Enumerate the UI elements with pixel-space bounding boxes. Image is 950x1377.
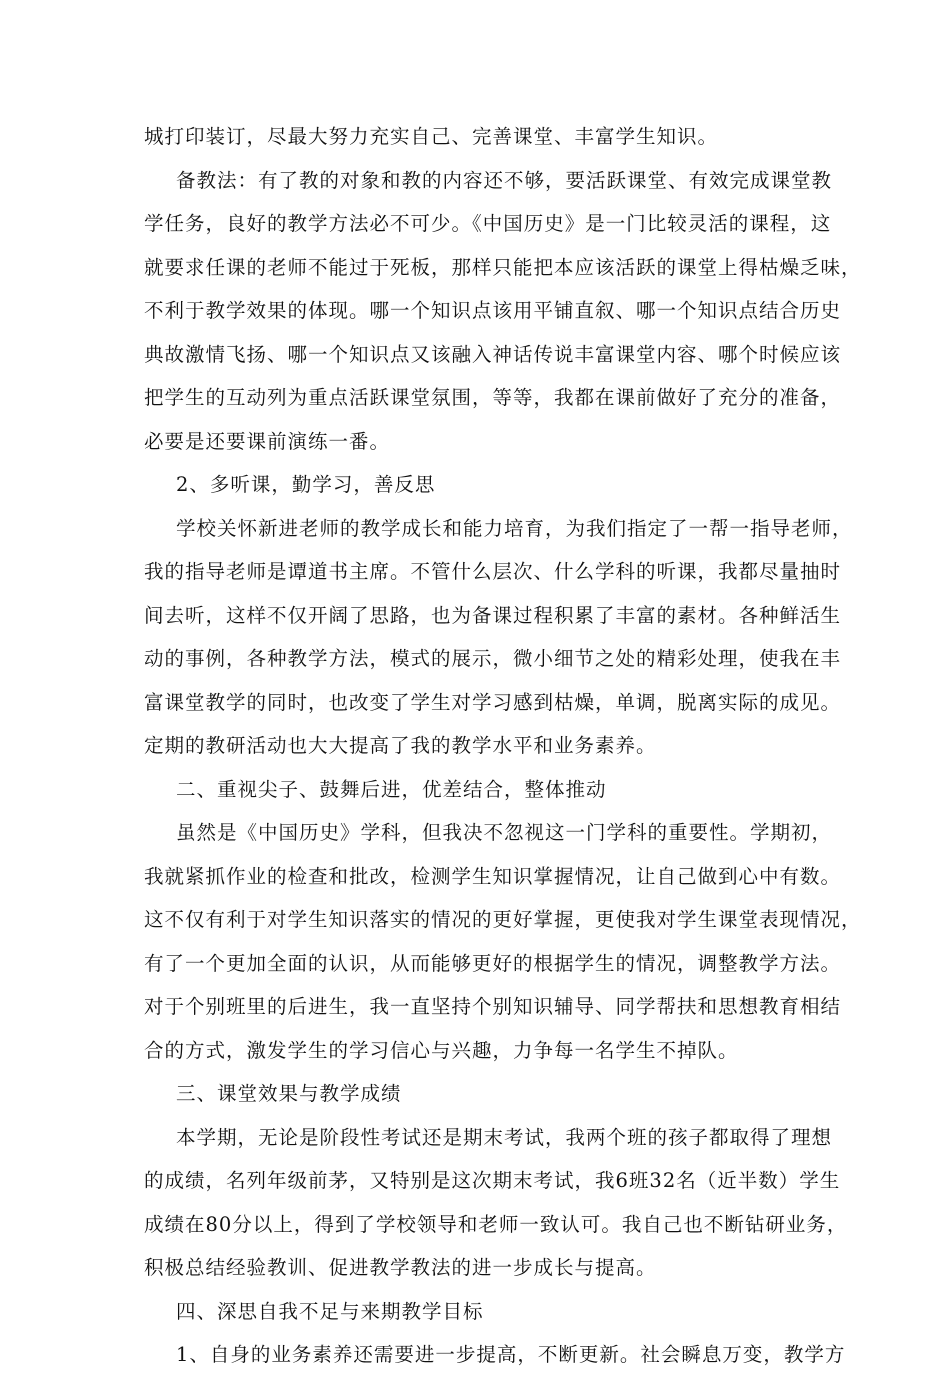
text-line: 有了一个更加全面的认识，从而能够更好的根据学生的情况，调整教学方法。: [144, 951, 842, 975]
text-line: 2、多听课，勤学习，善反思: [176, 473, 436, 496]
text-line: 四、深思自我不足与来期教学目标: [176, 1299, 484, 1323]
text-line: 必要是还要课前演练一番。: [144, 429, 391, 453]
text-line: 合的方式，激发学生的学习信心与兴趣，力争每一名学生不掉队。: [144, 1038, 739, 1062]
text-line: 对于个别班里的后进生，我一直坚持个别知识辅导、同学帮扶和思想教育相结: [144, 995, 842, 1018]
text-line: 二、重视尖子、鼓舞后进，优差结合，整体推动: [176, 777, 607, 801]
document-body: [144, 115, 862, 1377]
text-line: 就要求任课的老师不能过于死板，那样只能把本应该活跃的课堂上得枯燥乏味，: [144, 255, 862, 279]
text-line: 富课堂教学的同时，也改变了学生对学习感到枯燥，单调，脱离实际的成见。: [144, 690, 842, 714]
text-line: 本学期，无论是阶段性考试还是期末考试，我两个班的孩子都取得了理想: [176, 1125, 833, 1149]
text-line: 间去听，这样不仅开阔了思路，也为备课过程积累了丰富的素材。各种鲜活生: [144, 603, 842, 627]
text-line: 我就紧抓作业的检查和批改，检测学生知识掌握情况，让自己做到心中有数。: [144, 864, 842, 888]
text-line: 典故激情飞扬、哪一个知识点又该融入神话传说丰富课堂内容、哪个时候应该: [144, 342, 842, 366]
text-line: 这不仅有利于对学生知识落实的情况的更好掌握，更使我对学生课堂表现情况，: [144, 908, 862, 931]
text-line: 备教法：有了教的对象和教的内容还不够，要活跃课堂、有效完成课堂教: [176, 168, 833, 192]
text-line: 把学生的互动列为重点活跃课堂氛围，等等，我都在课前做好了充分的准备，: [144, 386, 842, 409]
text-line: 三、课堂效果与教学成绩: [176, 1082, 402, 1105]
text-line: 动的事例，各种教学方法，模式的展示，微小细节之处的精彩处理，使我在丰: [144, 647, 842, 670]
text-line: 虽然是《中国历史》学科，但我决不忽视这一门学科的重要性。学期初，: [176, 821, 833, 844]
text-line: 定期的教研活动也大大提高了我的教学水平和业务素养。: [144, 734, 657, 757]
text-line: 学校关怀新进老师的教学成长和能力培育，为我们指定了一帮一指导老师，: [176, 516, 853, 540]
text-line: 城打印装订，尽最大努力充实自己、完善课堂、丰富学生知识。: [144, 125, 719, 148]
text-line: 我的指导老师是谭道书主席。不管什么层次、什么学科的听课，我都尽量抽时: [144, 560, 842, 583]
text-line: 1、自身的业务素养还需要进一步提高，不断更新。社会瞬息万变，教学方: [176, 1343, 846, 1366]
text-line: 学任务，良好的教学方法必不可少。《中国历史》是一门比较灵活的课程，这: [144, 212, 832, 235]
text-line: 的成绩，名列年级前茅，又特别是这次期末考试，我6班32名（近半数）学生: [144, 1169, 841, 1192]
text-line: 成绩在80分以上，得到了学校领导和老师一致认可。我自己也不断钻研业务，: [144, 1212, 848, 1236]
text-line: 积极总结经验教训、促进教学教法的进一步成长与提高。: [144, 1256, 657, 1279]
text-line: 不利于教学效果的体现。哪一个知识点该用平铺直叙、哪一个知识点结合历史: [144, 299, 842, 322]
